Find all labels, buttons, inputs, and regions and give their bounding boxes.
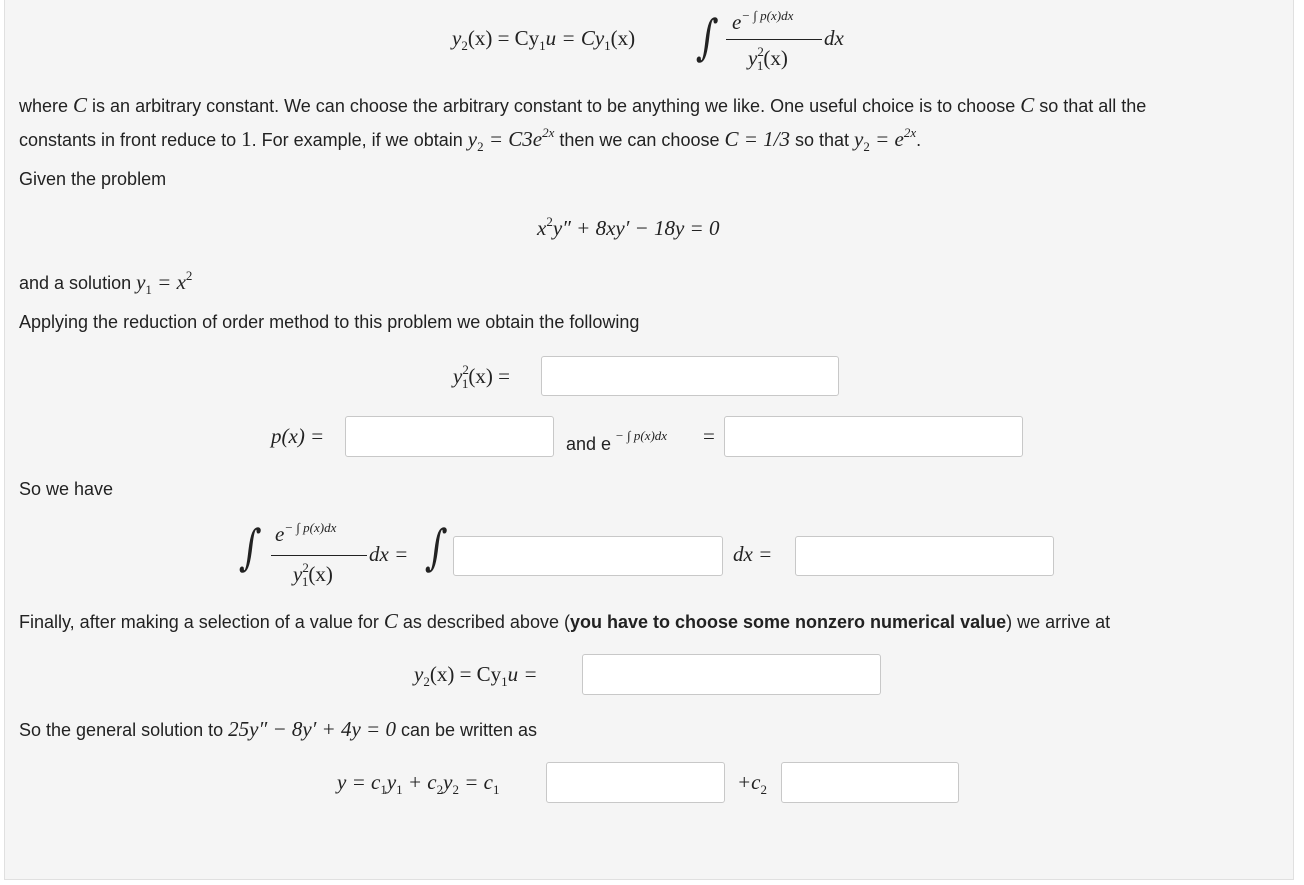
integral-sign-left: ∫ (238, 520, 263, 577)
integral-sign-right: ∫ (424, 520, 449, 577)
formula-top-lhs: $y_2(x) = Cy_1u = Cy_1(x)$ (452, 26, 636, 53)
integral-expression (238, 520, 449, 592)
exp-integral-equals: = (703, 424, 715, 448)
exp-integral-input[interactable] (724, 416, 1023, 457)
y2-label: $y_2(x) = Cy_1u$ = (414, 662, 538, 689)
y1-squared-input[interactable] (541, 356, 839, 396)
paragraph-constant-line1: where C is an arbitrary constant. We can choose the arbitrary constant to be anything we like. One useful choice is to choose C so that all the (19, 93, 1147, 117)
formula-top-denominator: $y^2_1(x)$ (748, 44, 788, 73)
integral-fraction-bar (271, 555, 367, 556)
exp-integral-label: and e $^{- \int p(x)dx}$ (566, 428, 668, 454)
y2-result-input[interactable] (582, 654, 881, 695)
y1-squared-label: $y^2_1(x)$ = (453, 362, 510, 391)
c1-coefficient-input[interactable] (546, 762, 725, 803)
paragraph-constant-line2: constants in front reduce to 1. For example, if we obtain $y_2 = C3e^{2x}$ then we can choose C = 1/3 so that $y_2 = e^{2x}$. (19, 125, 922, 154)
solution-statement: and a solution $y_1 = x^2$ (19, 268, 193, 297)
question-panel (4, 0, 1294, 880)
fraction-bar (726, 39, 822, 40)
ode-equation: $x^2y'' + 8xy' - 18y = 0$ (537, 214, 720, 240)
general-solution-label: $y = c_1y_1 + c_2y_2 = c_1$ (337, 770, 500, 797)
integral-denominator: $y^2_1(x)$ (293, 560, 333, 589)
general-solution-statement: So the general solution to 25y″ − 8y′ + 4y = 0 can be written as (19, 717, 538, 741)
formula-top (452, 10, 872, 80)
integral-result-input[interactable] (795, 536, 1054, 576)
applying-statement: Applying the reduction of order method to this problem we obtain the following (19, 312, 640, 332)
formula-top-numerator: $e^{- \int p(x)dx}$ (732, 8, 794, 34)
integrand-input[interactable] (453, 536, 723, 576)
c2-coefficient-input[interactable] (781, 762, 959, 803)
so-we-have-label: So we have (19, 479, 114, 499)
given-problem-label: Given the problem (19, 169, 167, 189)
integral-dx-equals: dx = (369, 542, 409, 566)
finally-statement: Finally, after making a selection of a value for C as described above (you have to choose some nonzero numerical value) we arrive at (19, 609, 1111, 633)
integral-numerator: $e^{- \int p(x)dx}$ (275, 520, 337, 546)
dx-equals-label: dx = (733, 542, 773, 566)
nonzero-note: you have to choose some nonzero numerical value (569, 612, 1007, 632)
p-of-x-input[interactable] (345, 416, 554, 457)
formula-top-dx: dx (824, 26, 844, 50)
integral-sign: ∫ (695, 10, 720, 67)
p-of-x-label: p(x) = (271, 424, 325, 448)
c2-label: $+c_2$ (737, 770, 767, 797)
